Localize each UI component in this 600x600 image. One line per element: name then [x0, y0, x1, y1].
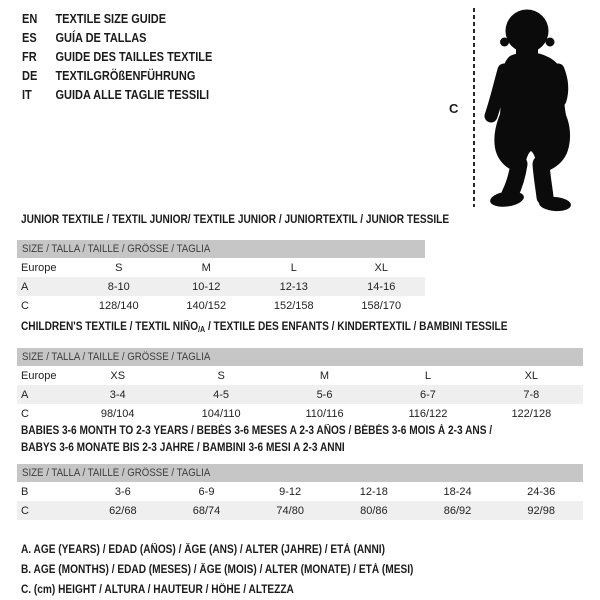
value-cell: XL — [374, 261, 388, 274]
measurement-legend — [21, 540, 467, 600]
legend-line-c — [21, 580, 467, 600]
value-cell: 62/68 — [109, 504, 137, 517]
table-body — [17, 258, 425, 315]
value-cell: 10-12 — [192, 280, 221, 293]
babies-table-title — [21, 423, 556, 457]
value-cell: S — [115, 261, 123, 274]
value-cell: 6-9 — [198, 485, 215, 498]
language-title: TEXTILGRÖßENFÜHRUNG — [55, 68, 196, 83]
value-cell: 80/86 — [360, 504, 388, 517]
table-row — [17, 404, 583, 423]
table-row — [17, 258, 425, 277]
row-label-cell: C — [21, 299, 29, 312]
title-part: CHILDREN'S TEXTILE / TEXTIL NIÑO — [21, 321, 199, 333]
baby-silhouette-icon — [470, 0, 600, 215]
language-title: GUIDE DES TAILLES TEXTILE — [55, 49, 213, 64]
table-body — [17, 482, 583, 520]
value-cell: 158/170 — [361, 299, 402, 312]
language-title: GUÍA DE TALLAS — [55, 30, 147, 45]
value-cell: 86/92 — [443, 504, 472, 517]
value-cell: L — [290, 261, 297, 274]
table-body — [17, 366, 583, 423]
value-cell: 68/74 — [192, 504, 221, 517]
value-cell: 4-5 — [213, 388, 230, 401]
junior-size-table — [17, 240, 425, 315]
children-table-title — [21, 319, 574, 338]
language-title: GUIDA ALLE TAGLIE TESSILI — [55, 87, 210, 102]
row-label-cell: C — [21, 504, 29, 517]
title-text — [21, 319, 507, 338]
language-code: EN — [22, 11, 38, 26]
value-cell: 3-6 — [114, 485, 131, 498]
value-cell: XL — [524, 369, 539, 382]
legend-text: A. AGE (YEARS) / EDAD (AÑOS) / ÂGE (ANS) / ALTER (JAHRE) / ETÀ (ANNI) — [21, 544, 385, 556]
value-cell: 74/80 — [276, 504, 304, 517]
value-cell: 12-18 — [359, 485, 388, 498]
value-cell: S — [217, 369, 225, 382]
legend-line-b — [21, 560, 467, 580]
list-item — [22, 28, 212, 47]
value-cell: 152/158 — [273, 299, 314, 312]
value-cell: XS — [110, 369, 126, 382]
row-label-cell: B — [21, 485, 29, 498]
row-label-cell: A — [21, 388, 29, 401]
list-item — [22, 66, 212, 85]
value-cell: 6-7 — [419, 388, 436, 401]
value-cell: 7-8 — [523, 388, 540, 401]
size-header-bar — [17, 464, 583, 482]
size-header-bar — [17, 240, 425, 258]
row-label-cell: C — [21, 407, 29, 420]
table-row — [17, 482, 583, 501]
list-item — [22, 85, 212, 104]
junior-table-title — [21, 212, 507, 229]
children-size-table — [17, 348, 583, 423]
value-cell: 92/98 — [527, 504, 555, 517]
value-cell: 8-10 — [107, 280, 130, 293]
size-header-label: SIZE / TALLA / TAILLE / GRÖSSE / TAGLIA — [22, 243, 211, 255]
title-line-1: BABIES 3-6 MONTH TO 2-3 YEARS / BEBÉS 3-6 MESES A 2-3 AÑOS / BÉBÉS 3-6 MOIS À 2-3 ANS / — [21, 425, 493, 437]
value-cell: 110/116 — [305, 407, 344, 420]
value-cell: 12-13 — [279, 280, 308, 293]
list-item — [22, 9, 212, 28]
value-cell: 104/110 — [201, 407, 241, 420]
title-text: JUNIOR TEXTILE / TEXTIL JUNIOR/ TEXTILE JUNIOR / JUNIORTEXTIL / JUNIOR TESSILE — [21, 214, 450, 226]
table-row — [17, 277, 425, 296]
value-cell: 140/152 — [186, 299, 227, 312]
measure-c-label: C — [449, 101, 459, 116]
value-cell: L — [424, 369, 431, 382]
value-cell: M — [201, 261, 211, 274]
value-cell: 9-12 — [279, 485, 302, 498]
language-title: TEXTILE SIZE GUIDE — [55, 11, 167, 26]
value-cell: 122/128 — [511, 407, 552, 420]
language-code: ES — [22, 30, 37, 45]
size-header-label: SIZE / TALLA / TAILLE / GRÖSSE / TAGLIA — [22, 467, 211, 479]
row-label-cell: Europe — [21, 261, 57, 274]
value-cell: 116/122 — [408, 407, 448, 420]
size-header-bar — [17, 348, 583, 366]
table-row — [17, 296, 425, 315]
legend-text: C. (cm) HEIGHT / ALTURA / HAUTEUR / HÖHE / ALTEZZA — [21, 584, 294, 596]
table-row — [17, 501, 583, 520]
row-label-cell: A — [21, 280, 29, 293]
value-cell: 18-24 — [443, 485, 472, 498]
language-title-list — [22, 9, 238, 104]
language-code: FR — [22, 49, 37, 64]
babies-size-table — [17, 464, 583, 520]
row-label-cell: Europe — [21, 369, 57, 382]
title-part: / TEXTILE DES ENFANTS / KINDERTEXTIL / BAMBINI TESSILE — [205, 321, 508, 333]
legend-text: B. AGE (MONTHS) / EDAD (MESES) / ÂGE (MOIS) / ALTER (MONATE) / ETÀ (MESI) — [21, 564, 414, 576]
language-code: DE — [22, 68, 38, 83]
title-subscript: /A — [198, 325, 206, 334]
value-cell: M — [319, 369, 330, 382]
value-cell: 3-4 — [109, 388, 126, 401]
value-cell: 24-36 — [527, 485, 556, 498]
title-line-2: BABYS 3-6 MONATE BIS 2-3 JAHRE / BAMBINI 3-6 MESI A 2-3 ANNI — [21, 442, 345, 454]
legend-line-a — [21, 540, 467, 560]
value-cell: 128/140 — [98, 299, 139, 312]
table-row — [17, 385, 583, 404]
language-code: IT — [22, 87, 32, 102]
value-cell: 14-16 — [367, 280, 396, 293]
table-row — [17, 366, 583, 385]
value-cell: 98/104 — [100, 407, 135, 420]
list-item — [22, 47, 212, 66]
size-header-label: SIZE / TALLA / TAILLE / GRÖSSE / TAGLIA — [22, 351, 211, 363]
value-cell: 5-6 — [316, 388, 333, 401]
